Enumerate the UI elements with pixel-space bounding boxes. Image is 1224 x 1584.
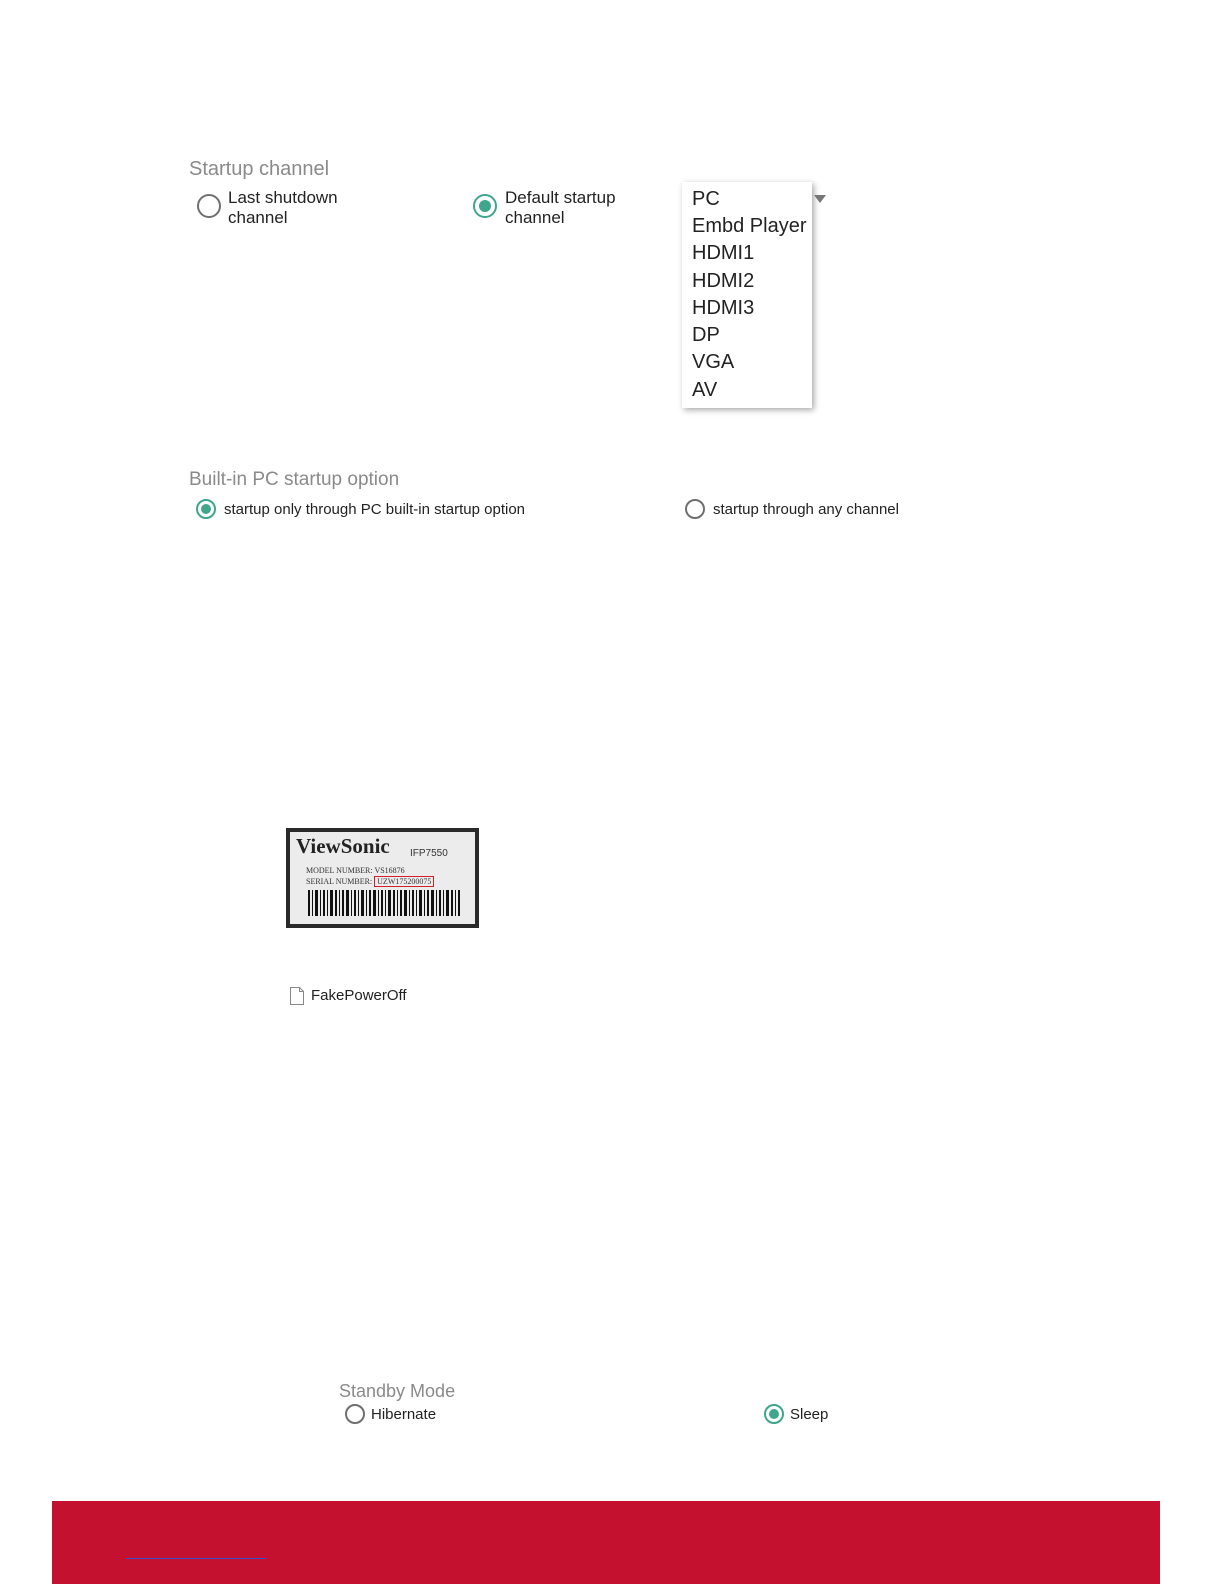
barcode-icon <box>308 890 460 916</box>
standby-mode-title: Standby Mode <box>339 1381 456 1401</box>
startup-channel-dropdown[interactable] <box>682 182 812 408</box>
dropdown-caret-icon[interactable] <box>814 195 826 203</box>
dropdown-item-av[interactable]: AV <box>692 379 718 401</box>
sleep-radio[interactable] <box>764 1404 784 1424</box>
builtin-pc-title: Built-in PC startup option <box>189 469 400 490</box>
product-label-photo <box>286 828 479 928</box>
dropdown-item-vga[interactable]: VGA <box>692 351 735 373</box>
footer-bar <box>52 1501 1160 1584</box>
last-shutdown-channel-radio[interactable] <box>197 194 221 218</box>
model-code: IFP7550 <box>410 848 448 859</box>
startup-channel-title: Startup channel <box>189 158 330 180</box>
startup-only-builtin-radio[interactable] <box>196 499 216 519</box>
default-startup-channel-radio[interactable] <box>473 194 497 218</box>
dropdown-item-hdmi1[interactable]: HDMI1 <box>692 242 755 264</box>
last-shutdown-channel-label <box>228 188 338 228</box>
dropdown-item-pc[interactable]: PC <box>692 188 720 210</box>
last-shutdown-line2: channel <box>228 208 288 227</box>
default-startup-line1: Default startup <box>505 188 616 207</box>
serial-number-line <box>306 877 434 886</box>
dropdown-item-embd-player[interactable]: Embd Player <box>692 215 807 237</box>
brand-logo: ViewSonic <box>296 834 390 858</box>
last-shutdown-line1: Last shutdown <box>228 188 338 207</box>
dropdown-item-hdmi3[interactable]: HDMI3 <box>692 297 755 319</box>
sleep-label: Sleep <box>790 1406 829 1423</box>
serial-number-label: SERIAL NUMBER: <box>306 877 373 886</box>
dropdown-item-hdmi2[interactable]: HDMI2 <box>692 270 755 292</box>
default-startup-line2: channel <box>505 208 565 227</box>
product-label-sticker <box>290 832 475 924</box>
default-startup-channel-label <box>505 188 616 228</box>
startup-only-builtin-label: startup only through PC built-in startup option <box>224 501 526 518</box>
serial-number-value: UZW175200075 <box>374 876 434 887</box>
dropdown-item-dp[interactable]: DP <box>692 324 720 346</box>
hibernate-radio[interactable] <box>345 1404 365 1424</box>
file-name[interactable]: FakePowerOff <box>311 987 407 1004</box>
file-icon[interactable] <box>290 987 304 1005</box>
model-number-line: MODEL NUMBER: VS16876 <box>306 866 405 875</box>
startup-any-channel-radio[interactable] <box>685 499 705 519</box>
hibernate-label: Hibernate <box>371 1406 437 1423</box>
footer-link-underline[interactable] <box>126 1558 266 1559</box>
startup-any-channel-label: startup through any channel <box>713 501 899 518</box>
